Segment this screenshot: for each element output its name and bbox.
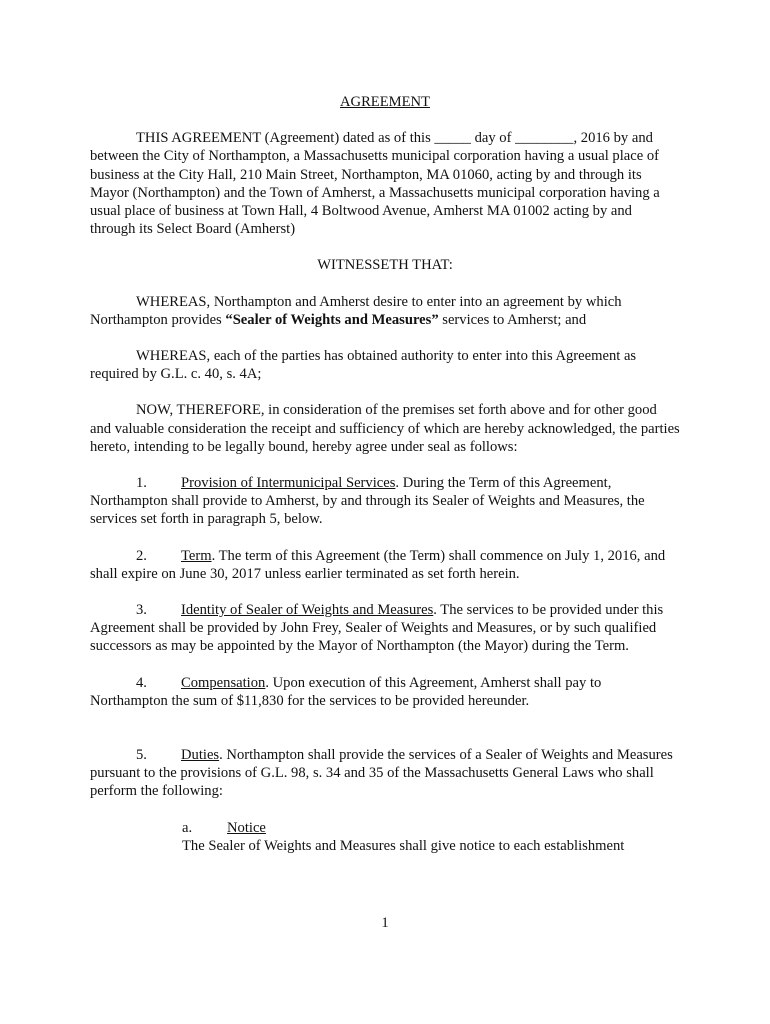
section-1 [90,474,680,529]
section-2 [90,547,680,583]
spacer [90,728,680,746]
intro-paragraph: THIS AGREEMENT (Agreement) dated as of this _____ day of ________, 2016 by and between the City of Northampton, a Massachusetts municipal corporation having a usual place of business at the City Hall, 210 Main Street, Northampton, MA 01060, acting by and through its Mayor (Northampton) and the Town of Amherst, a Massachusetts municipal corporation having a usual place of business at Town Hall, 4 Boltwood Avenue, Amherst MA 01002 acting by and through its Select Board (Amherst) [90,130,660,238]
section-3-text: . The services to be provided under this Agreement shall be provided by John Frey, Sealer of Weights and Measures, or by such qualified successors as may be appointed by the Mayor of Northampton (the Mayor) during the Term. [90,602,664,655]
section-3 [90,601,680,656]
subsection-a-text: The Sealer of Weights and Measures shall give notice to each establishment [182,837,625,854]
section-1-number: 1. [136,475,147,492]
section-4-number-wrap [90,674,181,692]
section-5-text: . Northampton shall provide the services of a Sealer of Weights and Measures pursuant to the provisions of G.L. 98, s. 34 and 35 of the Massachusetts General Laws who shall perform the following: [90,747,673,800]
section-4-text: . Upon execution of this Agreement, Amherst shall pay to Northampton the sum of $11,830 for the services to be provided hereunder. [90,674,602,709]
section-5-number-wrap [90,746,181,764]
now-therefore-paragraph: NOW, THEREFORE, in consideration of the premises set forth above and for other good and valuable consideration the receipt and sufficiency of which are hereby acknowledged, the parties hereto, intending to be legally bound, hereby agree under seal as follows: [90,402,680,455]
section-4-number: 4. [136,674,147,691]
witnesseth-heading: WITNESSETH THAT: [317,257,453,274]
page-number: 1 [381,915,389,931]
section-2-heading: Term [181,547,212,564]
section-2-text: . The term of this Agreement (the Term) shall commence on July 1, 2016, and shall expire on June 30, 2017 unless earlier terminated as set forth herein. [90,547,666,582]
subsection-a-letter: a. [182,819,193,836]
document-body [90,93,680,855]
whereas-1-text-end: services to Amherst; and [438,311,587,328]
subsection-a-heading: Notice [227,819,266,836]
section-3-heading: Identity of Sealer of Weights and Measures [181,602,434,619]
section-5 [90,746,680,801]
section-1-text: . During the Term of this Agreement, Northampton shall provide to Amherst, by and through its Sealer of Weights and Measures, the services set forth in paragraph 5, below. [90,475,645,528]
whereas-1-bold: “Sealer of Weights and Measures” [225,311,439,328]
section-1-heading: Provision of Intermunicipal Services [181,475,396,492]
subsection-a [90,819,680,855]
subsection-a-head [182,819,680,837]
section-5-number: 5. [136,747,147,764]
section-2-number-wrap [90,547,181,565]
section-4 [90,674,680,710]
whereas-paragraph-1 [90,293,680,329]
whereas-paragraph-2: WHEREAS, each of the parties has obtained authority to enter into this Agreement as required by G.L. c. 40, s. 4A; [90,348,637,383]
whereas-1-text: WHEREAS, Northampton and Amherst desire to enter into an agreement by which Northampton provides [90,293,622,328]
section-4-heading: Compensation [181,674,266,691]
section-5-heading: Duties [181,747,220,764]
section-3-number: 3. [136,602,147,619]
section-3-number-wrap [90,601,181,619]
section-2-number: 2. [136,547,147,564]
section-1-number-wrap [90,474,181,492]
document-title: AGREEMENT [340,94,430,110]
